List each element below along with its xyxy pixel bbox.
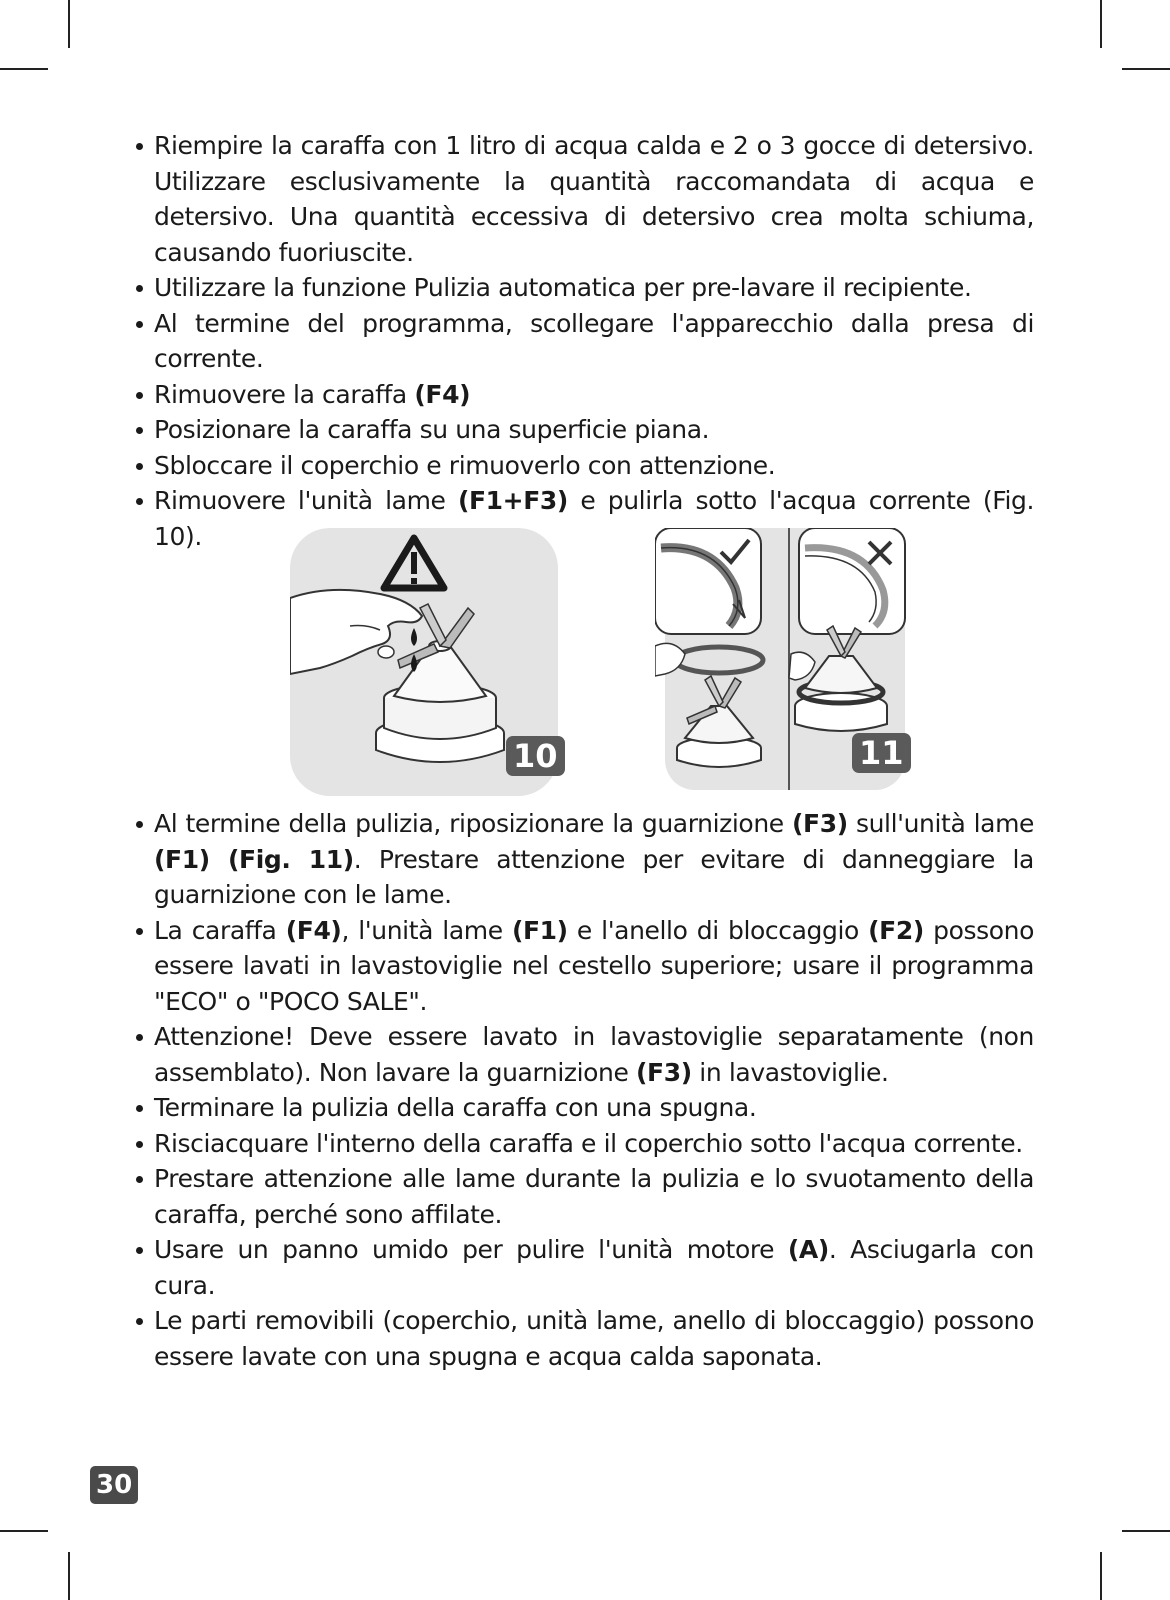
list-item: [136, 306, 1034, 377]
text-segment: Posizionare la caraffa su una superficie piana.: [154, 415, 710, 444]
correct-seal-inset: [655, 528, 761, 634]
bold-reference: (F1): [511, 915, 568, 945]
text-segment: sull'unità lame: [847, 809, 1035, 838]
list-item: [136, 1019, 1034, 1090]
bold-reference: (F3): [636, 1057, 692, 1087]
text-segment: Rimuovere la caraffa: [154, 379, 415, 409]
bold-reference: (F4): [414, 379, 471, 409]
crop-mark: [1100, 1552, 1102, 1600]
crop-mark: [1122, 1530, 1170, 1532]
list-item: [136, 1090, 1034, 1126]
crop-mark: [1122, 68, 1170, 70]
list-item: [136, 1126, 1034, 1162]
text-segment: Utilizzare la funzione Pulizia automatica per pre-lavare il recipiente.: [154, 273, 972, 302]
instruction-list-top: [136, 128, 1034, 554]
list-item: [136, 412, 1034, 448]
bold-reference: (A): [787, 1235, 829, 1264]
text-segment: Terminare la pulizia della caraffa con una spugna.: [154, 1093, 757, 1122]
list-item: [136, 1303, 1034, 1374]
text-segment: e pulirla sotto l'acqua corrente (Fig. 10).: [154, 486, 1035, 551]
crop-mark: [68, 1552, 70, 1600]
list-item: [136, 377, 1034, 413]
list-item: [136, 806, 1034, 913]
crop-mark: [1100, 0, 1102, 48]
list-item: [136, 1232, 1034, 1303]
crop-mark: [0, 68, 48, 70]
page-number: 30: [90, 1466, 138, 1504]
crop-mark: [0, 1530, 48, 1532]
text-segment: e l'anello di bloccaggio: [567, 915, 869, 945]
list-item: [136, 270, 1034, 306]
text-segment: Attenzione! Deve essere lavato in lavastoviglie separatamente (non assemblato). Non lavare la guarnizione: [154, 1022, 1034, 1087]
list-item: [136, 1161, 1034, 1232]
text-segment: Usare un panno umido per pulire l'unità motore: [154, 1235, 788, 1264]
figure-number: 11: [852, 733, 911, 773]
bold-reference: (F2): [868, 915, 924, 945]
text-segment: La caraffa: [154, 915, 286, 945]
text-segment: , l'unità lame: [341, 915, 512, 945]
list-item: [136, 448, 1034, 484]
text-segment: in lavastoviglie.: [691, 1057, 889, 1087]
text-segment: Le parti removibili (coperchio, unità lame, anello di bloccaggio) possono essere lavate con una spugna e acqua calda saponata.: [154, 1306, 1034, 1371]
text-segment: Sbloccare il coperchio e rimuoverlo con attenzione.: [154, 450, 776, 480]
figure-11: [655, 528, 915, 790]
text-segment: Rimuovere l'unità lame: [154, 486, 458, 515]
figure-10: [290, 528, 558, 796]
text-segment: Risciacquare l'interno della caraffa e il coperchio sotto l'acqua corrente.: [154, 1128, 1023, 1158]
text-segment: . Asciugarla con cura.: [154, 1235, 1034, 1300]
crop-mark: [68, 0, 70, 48]
text-segment: . Prestare attenzione per evitare di danneggiare la guarnizione con le lame.: [154, 844, 1034, 909]
bold-reference: (F4): [285, 915, 342, 945]
text-segment: Al termine del programma, scollegare l'apparecchio dalla presa di corrente.: [154, 308, 1034, 373]
bold-reference: (F1) (Fig. 11): [154, 844, 354, 874]
instruction-list-bottom: [136, 806, 1034, 1374]
incorrect-seal-inset: [799, 528, 905, 634]
list-item: [136, 128, 1034, 270]
bold-reference: (F3): [792, 809, 848, 838]
text-segment: Prestare attenzione alle lame durante la pulizia e lo svuotamento della caraffa, perché sono affilate.: [154, 1164, 1034, 1229]
figure-number: 10: [506, 736, 565, 776]
list-item: [136, 913, 1034, 1020]
bold-reference: (F1+F3): [457, 486, 568, 515]
text-segment: possono essere lavati in lavastoviglie nel cestello superiore; usare il programma "ECO" o "POCO SALE".: [154, 915, 1034, 1016]
text-segment: Riempire la caraffa con 1 litro di acqua calda e 2 o 3 gocce di detersivo. Utilizzare esclusivamente la quantità raccomandata di acqua e detersivo. Una quantità eccessiva di detersivo crea molta schiuma, causando fuoriuscite.: [154, 131, 1034, 267]
text-segment: Al termine della pulizia, riposizionare la guarnizione: [154, 809, 792, 838]
